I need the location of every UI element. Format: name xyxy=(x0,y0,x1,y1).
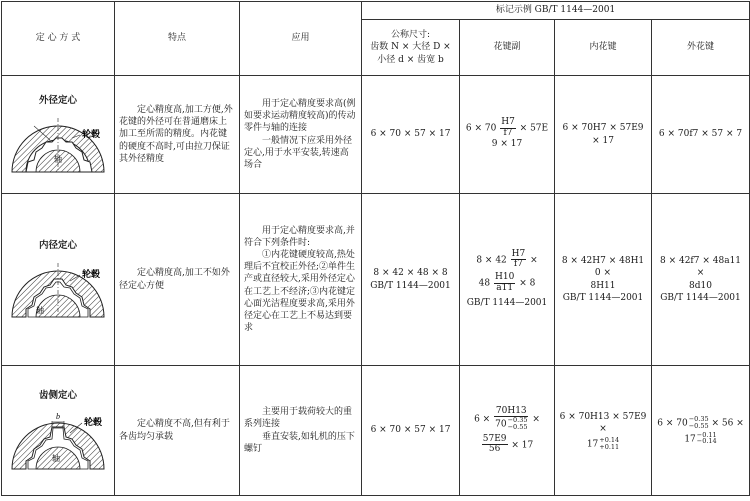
method-title: 内径定心 xyxy=(38,239,77,251)
pair-cell: 8 × 42 $\frac{H7}{f7}$ × 48 $\frac{H10}{a11}$ × 8 GB/T 1144—2001 xyxy=(460,194,555,366)
header-application: 应用 xyxy=(240,2,362,76)
header-marking-group: 标记示例 GB/T 1144—2001 xyxy=(362,2,750,20)
nominal-cell: 8 × 42 × 48 × 8 GB/T 1144—2001 xyxy=(362,194,460,366)
external-cell: 8 × 42f7 × 48a11 × 8d10 GB/T 1144—2001 xyxy=(652,194,750,366)
width-label: b xyxy=(56,412,60,422)
application-cell: 用于定心精度要求高(例如要求运动精度较高)的传动零件与轴的连接 一般情况下应采用外径定心,用于水平安装,转速高场合 xyxy=(240,76,362,194)
spline-spec-table xyxy=(1,1,750,496)
nominal-cell: 6 × 70 × 57 × 17 xyxy=(362,366,460,496)
table-row xyxy=(2,194,750,366)
method-cell xyxy=(2,194,115,366)
pair-cell: 6 × 70 $\frac{H7}{f7}$ × 57E9 × 17 xyxy=(460,76,555,194)
outer-centering-diagram xyxy=(6,108,110,174)
header-external: 外花键 xyxy=(652,20,750,76)
table-row xyxy=(2,76,750,194)
hub-label: 轮毂 xyxy=(82,129,101,140)
application-cell: 主要用于载荷较大的重系列连接 垂直安装,如轧机的压下螺钉 xyxy=(240,366,362,496)
internal-cell: 6 × 70H13 × 57E9 × 17 +0.14 +0.11 xyxy=(555,366,652,496)
internal-cell: 8 × 42H7 × 48H10 × 8H11 GB/T 1144—2001 xyxy=(555,194,652,366)
table-row xyxy=(2,366,750,496)
nominal-cell: 6 × 70 × 57 × 17 xyxy=(362,76,460,194)
external-cell: 6 × 70 −0.35 −0.55 × 56 × 17 −0.11 −0.14 xyxy=(652,366,750,496)
method-title: 外径定心 xyxy=(38,94,77,106)
header-nominal: 公称尺寸: 齿数 N × 大径 D × 小径 d × 齿宽 b xyxy=(362,20,460,76)
inner-centering-diagram xyxy=(6,253,110,319)
header-method: 定 心 方 式 xyxy=(2,2,115,76)
header-feature: 特点 xyxy=(115,2,240,76)
method-title: 齿侧定心 xyxy=(38,389,77,401)
feature-cell: 定心精度不高,但有利于各齿均匀承载 xyxy=(115,366,240,496)
header-pair: 花键副 xyxy=(460,20,555,76)
internal-cell: 6 × 70H7 × 57E9 × 17 xyxy=(555,76,652,194)
header-internal: 内花键 xyxy=(555,20,652,76)
hub-label: 轮毂 xyxy=(82,269,101,280)
feature-cell: 定心精度高,加工方便,外花键的外径可在普通磨床上加工至所需的精度。内花键的硬度不高时,可由拉刀保证其外径精度 xyxy=(115,76,240,194)
shaft-label: 轴 xyxy=(54,155,62,165)
side-centering-diagram xyxy=(6,403,110,471)
shaft-label: 轴 xyxy=(36,306,44,316)
application-cell: 用于定心精度要求高,并符合下列条件时: ①内花键硬度较高,热处理后不宜校正外径;②单件生产或直径较大,采用外径定心在工艺上不经济;③内花键定心面光洁程度要求高,采用外径定心在工艺上不易达到要求 xyxy=(240,194,362,366)
shaft-label: 轴 xyxy=(52,454,60,464)
pair-cell: 6 × 70H13 70 −0.35 −0.55 × $\frac{57E9}{56}$ × 17 xyxy=(460,366,555,496)
external-cell: 6 × 70f7 × 57 × 7 xyxy=(652,76,750,194)
feature-cell: 定心精度高,加工不如外径定心方便 xyxy=(115,194,240,366)
hub-label: 轮毂 xyxy=(84,417,103,428)
method-cell xyxy=(2,76,115,194)
method-cell xyxy=(2,366,115,496)
